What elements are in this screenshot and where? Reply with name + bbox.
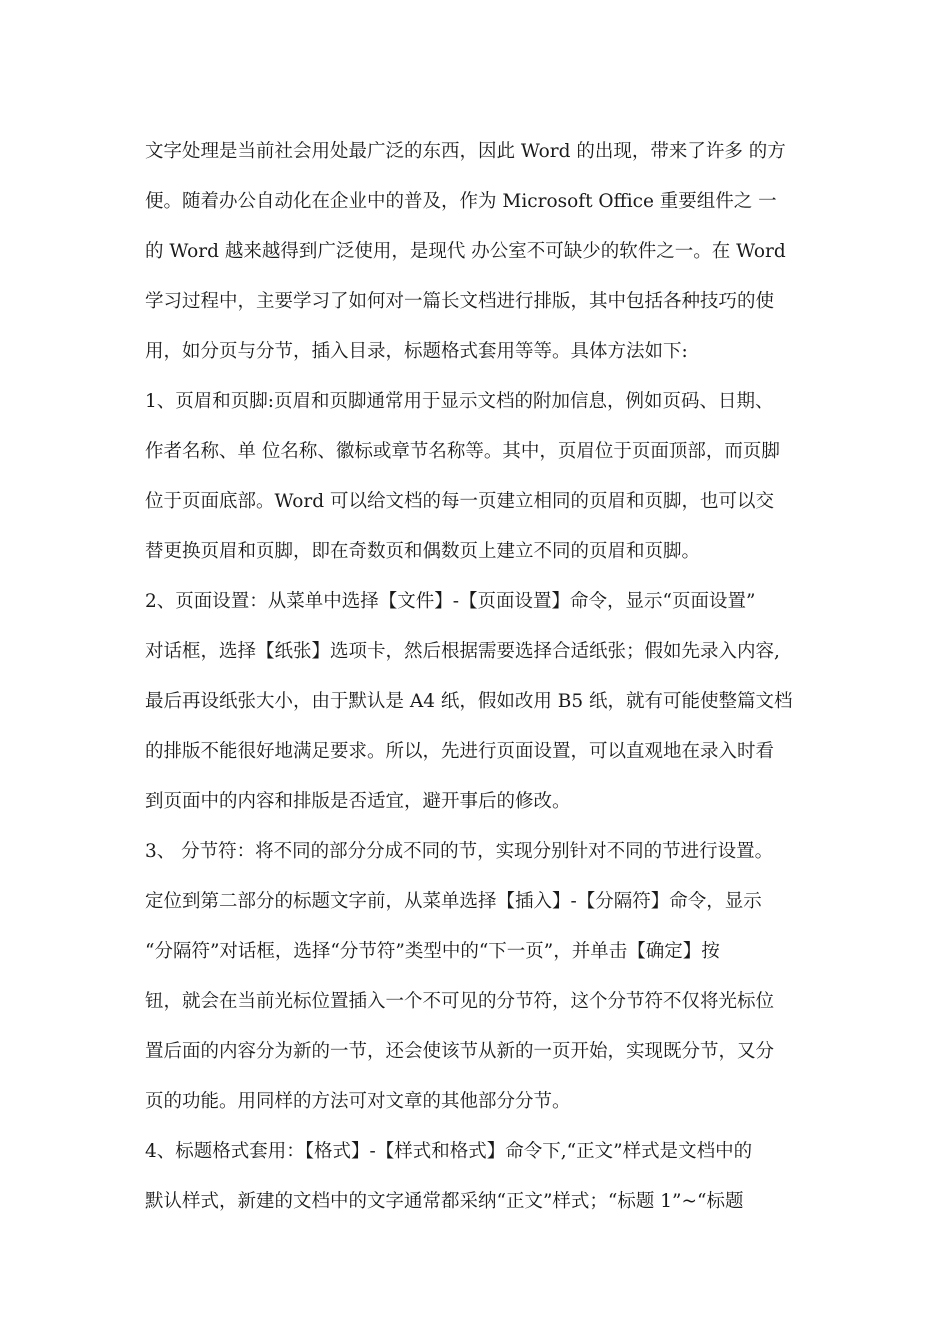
text-line: 的排版不能很好地满足要求。所以，先进行页面设置，可以直观地在录入时看: [145, 741, 775, 762]
text-line: 作者名称、单 位名称、徽标或章节名称等。其中，页眉位于页面顶部，而页脚: [145, 441, 780, 462]
text-line: 2、页面设置：从菜单中选择【文件】-【页面设置】命令，显示“页面设置”: [145, 591, 756, 612]
text-line: 的 Word 越来越得到广泛使用，是现代 办公室不可缺少的软件之一。在 Word: [145, 241, 786, 262]
text-line: 学习过程中，主要学习了如何对一篇长文档进行排版，其中包括各种技巧的使: [145, 291, 775, 312]
text-line: 默认样式，新建的文档中的文字通常都采纳“正文”样式；“标题 1”~“标题: [145, 1191, 744, 1212]
text-line: 置后面的内容分为新的一节，还会使该节从新的一页开始，实现既分节，又分: [145, 1041, 775, 1062]
text-line: 定位到第二部分的标题文字前，从菜单选择【插入】-【分隔符】命令，显示: [145, 891, 762, 912]
text-line: 用，如分页与分节，插入目录，标题格式套用等等。具体方法如下:: [145, 341, 688, 362]
text-line: 1、页眉和页脚:页眉和页脚通常用于显示文档的附加信息，例如页码、日期、: [145, 391, 774, 412]
body-text: [145, 127, 825, 1227]
text-line: 4、标题格式套用：【格式】-【样式和格式】命令下,“正文”样式是文档中的: [145, 1141, 753, 1162]
text-line: 对话框，选择【纸张】选项卡，然后根据需要选择合适纸张；假如先录入内容,: [145, 641, 780, 662]
text-line: 3、 分节符：将不同的部分分成不同的节，实现分别针对不同的节进行设置。: [145, 841, 774, 862]
text-line: 文字处理是当前社会用处最广泛的东西，因此 Word 的出现，带来了许多 的方: [145, 141, 786, 162]
text-line: 到页面中的内容和排版是否适宜，避开事后的修改。: [145, 791, 571, 812]
text-line: “分隔符”对话框，选择“分节符”类型中的“下一页”，并单击【确定】按: [145, 941, 720, 962]
text-line: 钮，就会在当前光标位置插入一个不可见的分节符，这个分节符不仅将光标位: [145, 991, 775, 1012]
text-line: 便。随着办公自动化在企业中的普及，作为 Microsoft Office 重要组件之 一: [145, 191, 777, 212]
text-line: 最后再设纸张大小，由于默认是 A4 纸，假如改用 B5 纸，就有可能使整篇文档: [145, 691, 793, 712]
text-line: 页的功能。用同样的方法可对文章的其他部分分节。: [145, 1091, 571, 1112]
text-line: 位于页面底部。Word 可以给文档的每一页建立相同的页眉和页脚，也可以交: [145, 491, 774, 512]
text-line: 替更换页眉和页脚，即在奇数页和偶数页上建立不同的页眉和页脚。: [145, 541, 701, 562]
